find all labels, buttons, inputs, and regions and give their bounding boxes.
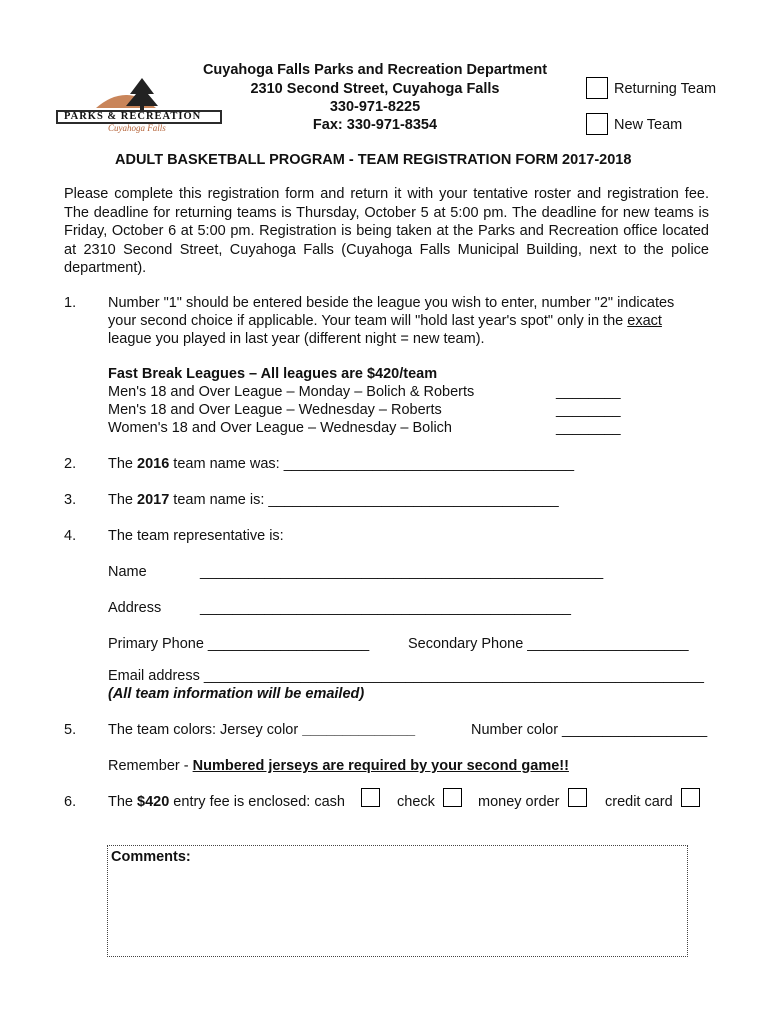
- name-label: Name: [108, 564, 147, 580]
- email-field[interactable]: Email address ______________________________________________________________: [108, 668, 704, 684]
- intro-paragraph: Please complete this registration form and return it with your tentative roster and registration fee. The deadline for returning teams is Thursday, October 5 at 5:00 pm. The deadline for new teams is Friday, October 6 at 5:00 pm. Registration is being taken at the Parks and Recreation office located at 2310 Second Street, Cuyahoga Falls (Cuyahoga Falls Municipal Building, next to the police department).: [64, 186, 709, 276]
- money-order-label: money order: [478, 794, 560, 810]
- credit-card-checkbox[interactable]: [681, 788, 700, 807]
- item1-line2: your second choice if applicable. Your team will "hold last year's spot" only in the exact: [108, 313, 662, 329]
- fee-line: The $420 entry fee is enclosed: cash: [108, 794, 345, 810]
- league-choice-blank[interactable]: ________: [556, 402, 621, 418]
- jersey-color-field[interactable]: The team colors: Jersey color ______________: [108, 722, 416, 738]
- email-note: (All team information will be emailed): [108, 686, 365, 702]
- item1-line3: league you played in last year (different night = new team).: [108, 331, 485, 347]
- item-number: 6.: [64, 794, 77, 810]
- comments-label: Comments:: [111, 849, 191, 865]
- team-name-2017-field[interactable]: The 2017 team name is: ____________________________________: [108, 492, 559, 508]
- comments-box[interactable]: [107, 845, 688, 957]
- dept-name: Cuyahoga Falls Parks and Recreation Department: [202, 62, 548, 78]
- league-item: Men's 18 and Over League – Wednesday – Roberts: [108, 402, 442, 418]
- address-field[interactable]: ______________________________________________: [200, 600, 571, 616]
- league-choice-blank[interactable]: ________: [556, 420, 621, 436]
- dept-address: 2310 Second Street, Cuyahoga Falls: [250, 81, 500, 97]
- reminder: Remember - Numbered jerseys are required by your second game!!: [108, 758, 569, 774]
- new-team-label: New Team: [614, 117, 683, 133]
- check-label: check: [397, 794, 435, 810]
- item-number: 1.: [64, 295, 77, 311]
- league-item: Women's 18 and Over League – Wednesday – Bolich: [108, 420, 452, 436]
- address-label: Address: [108, 600, 162, 616]
- new-team-checkbox[interactable]: [586, 113, 608, 135]
- dept-phone: 330-971-8225: [329, 99, 421, 115]
- logo-script: Cuyahoga Falls: [108, 123, 166, 133]
- returning-team-label: Returning Team: [614, 81, 717, 97]
- representative-label: The team representative is:: [108, 528, 284, 544]
- league-item: Men's 18 and Over League – Monday – Bolich & Roberts: [108, 384, 475, 400]
- item1-line1: Number "1" should be entered beside the league you wish to enter, number "2" indicates: [108, 295, 675, 311]
- check-checkbox[interactable]: [443, 788, 462, 807]
- form-title: ADULT BASKETBALL PROGRAM - TEAM REGISTRATION FORM 2017-2018: [115, 152, 632, 168]
- logo-text: PARKS & RECREATION: [64, 111, 202, 122]
- primary-phone-field[interactable]: Primary Phone ____________________: [108, 636, 370, 652]
- item-number: 4.: [64, 528, 77, 544]
- number-color-field[interactable]: Number color __________________: [471, 722, 708, 738]
- name-field[interactable]: __________________________________________________: [200, 564, 604, 580]
- cash-checkbox[interactable]: [361, 788, 380, 807]
- league-choice-blank[interactable]: ________: [556, 384, 621, 400]
- item-number: 3.: [64, 492, 77, 508]
- dept-fax: Fax: 330-971-8354: [312, 117, 438, 133]
- credit-card-label: credit card: [605, 794, 673, 810]
- item-number: 5.: [64, 722, 77, 738]
- money-order-checkbox[interactable]: [568, 788, 587, 807]
- returning-team-checkbox[interactable]: [586, 77, 608, 99]
- team-name-2016-field[interactable]: The 2016 team name was: ____________________________________: [108, 456, 575, 472]
- leagues-title: Fast Break Leagues – All leagues are $420/team: [108, 366, 438, 382]
- secondary-phone-field[interactable]: Secondary Phone ____________________: [408, 636, 689, 652]
- item-number: 2.: [64, 456, 77, 472]
